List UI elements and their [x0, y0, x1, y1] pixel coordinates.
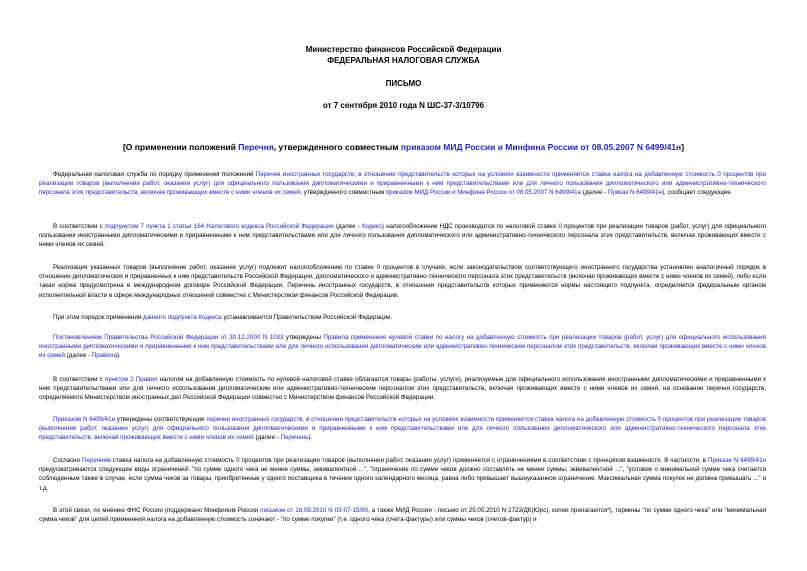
doc-type: ПИСЬМО	[385, 79, 422, 88]
paragraph-4	[39, 313, 766, 322]
title-link-perechen[interactable]: Перечня	[238, 142, 274, 152]
paragraph-text: ).	[308, 434, 313, 442]
paragraph-text: (далее -	[64, 352, 92, 360]
paragraph-text: При этом порядок применения	[53, 314, 143, 321]
paragraph-text: ).	[116, 352, 121, 360]
paragraph-text: В соответствии с	[53, 223, 105, 230]
link-pravila-full[interactable]: Правила применения нулевой ставки по налогу на добавленную стоимость при реализации товаров (работ, услуг) для официального использования иностранными дипломатическими и приравненными к ним представительствами или для личного использования дипломатическим или административно-техническим персоналом этих представительств, включая проживающих вместе с ними членов их семей	[39, 334, 766, 360]
title-text: ]	[681, 142, 685, 152]
paragraph-text: устанавливается Правительством Российской Федерации.	[221, 314, 393, 321]
paragraph-text: (далее -	[253, 434, 281, 442]
link-perechen-short[interactable]: Перечень	[280, 434, 309, 442]
paragraph-text: утверждены соответствующие	[115, 416, 207, 423]
doc-date-number: от 7 сентября 2010 года N ШС-37-3/10796	[322, 101, 485, 110]
paragraph-text: предусматриваются следующие виды ограничений: "по сумме одного чека не менее суммы, эквивалентной ...", "ограничение по сумме чеков должно составлять не менее суммы, эквивалентной ...", "условие о минимальной сумме чека считается соблюденным также в случае, если сумма чеков за товары, приобретенные у одного поставщика в течение одного календарного месяца, равна либо превышает вышеуказанное ограничение. Максимальная сумма покупок не должна превышать ..." и т.д.	[39, 466, 766, 492]
title-text: , утвержденного совместным	[273, 142, 401, 152]
paragraph-5	[39, 333, 766, 361]
paragraph-text: (далее -	[581, 189, 608, 197]
ministry-name: Министерство финансов Российской Федерации	[305, 45, 502, 54]
link-perechnyam[interactable]: Перечням	[82, 457, 111, 464]
paragraph-6	[39, 375, 766, 403]
paragraph-text: , а также МИД России - письмо от 25.05.2010 N 2723/ДК(Юрс), копии прилагаются*), термины "по сумме одного чека" или "минимальная сумма чеков" для целей применения налога на добавленную стоимость означают - "по сумме покупки" (т.е. одного чека (счета-фактуры) или суммы чеков (счетов-фактур) и	[39, 507, 766, 524]
paragraph-text: (далее -	[333, 223, 363, 230]
paragraph-text: утверждены	[283, 334, 324, 341]
link-pismo-minfin[interactable]: письмом от 18.08.2010 N 03-07-15/80	[260, 507, 369, 514]
paragraph-text: ) налогообложение НДС производится по налоговой ставке 0 процентов при реализации товаров (работ, услуг) для официального пользования иностранными дипломатическими и приравненными к ним представительствами или для личного пользования дипломатического или административно-технического персонала этих представительств, включая проживающих вместе с ними членов их семей.	[39, 223, 767, 249]
paragraph-3	[39, 263, 766, 300]
link-punkt-2-pravil[interactable]: пунктом 2 Правил	[104, 376, 158, 383]
paragraph-1	[39, 170, 766, 198]
link-podpunkt-kodeksa[interactable]: данного подпункта Кодекса	[143, 314, 222, 321]
paragraph-text: , утвержденного совместным	[300, 189, 386, 197]
link-pravila[interactable]: Правила	[91, 352, 117, 360]
paragraph-9	[39, 506, 766, 524]
paragraph-text: Реализация указанных товаров (выполнение работ, оказание услуг) подлежит налогообложению по ставке 0 процентов в случаях, если законодательством соответствующего иностранного государства установлен аналогичный порядок в отношении дипломатических и приравненных к ним представительств Российской Федерации, дипломатического и административно-технического персонала этих представительств (включая проживающих вместе с ними членов их семей), либо если такая норма предусмотрена в международном договоре Российской Федерации. Перечень иностранных государств, в отношении представительств которых применяются нормы настоящего подпункта, определяется федеральным органом исполнительной власти в сфере международных отношений совместно с Министерством финансов Российской Федерации.	[39, 264, 766, 299]
paragraph-text: В этой связи, по мнению ФНС России (поддержано Минфином России	[53, 507, 261, 514]
link-prikaz-short[interactable]: Приказ N 6499/41н	[607, 189, 662, 197]
paragraph-text: Согласно	[53, 457, 82, 464]
title-text: [О применении положений	[122, 142, 239, 152]
service-name: ФЕДЕРАЛЬНАЯ НАЛОГОВАЯ СЛУЖБА	[327, 56, 480, 65]
document-title	[0, 142, 807, 153]
paragraph-text: налогом на добавленную стоимость по нулевой налоговой ставке облагаются товары (работы, услуги), реализуемые для официального использования иностранными дипломатическими и приравненными к ним представительствами или для личного использования дипломатическим или административно-техническим персоналом этих представительств, включая проживающих вместе с ними членов их семей, на основании перечня государств, определяемого Министерством иностранных дел Российской Федерации совместно с Министерством финансов Российской Федерации.	[39, 376, 766, 402]
paragraph-7	[39, 415, 766, 443]
link-prikaz-6499-b[interactable]: Приказе N 6499/41н	[708, 457, 766, 464]
paragraph-text: Федеральная налоговая служба по порядку применения положений	[53, 171, 256, 178]
link-perechni[interactable]: перечни иностранных государств, в отношении представительств которых на условиях взаимности применяется ставка налога на добавленную стоимость 0 процентов при реализации товаров (выполнении работ, оказании услуг) для официального пользования дипломатическими и приравненными к ним представительствами или для личного пользования дипломатического или административно-технического персонала этих представительств, включая проживающих вместе с ними членов их семей	[39, 416, 766, 442]
link-prikaz[interactable]: приказом МИД России и Минфина России от 08.05.2007 N 6499/41н	[385, 189, 582, 197]
paragraph-text: ставка налога на добавленную стоимость 0 процентов при реализации товаров (выполнении работ, оказании услуг) применяется с ограничениями в соответствии с принципом взаимности. В частности, в	[110, 457, 709, 464]
link-perechen[interactable]: Перечня иностранных государств, в отношении представительств которых на условиях взаимности применяется ставка налога на добавленную стоимость 0 процентов при реализации товаров (выполнении работ, оказании услуг) для официального пользования дипломатическими и приравненными к ним представительствами или для личного пользования дипломатического или административно-технического персонала этих представительств, включая проживающих вместе с ними членов их семей	[39, 171, 766, 197]
link-nk-article-164[interactable]: подпунктом 7 пункта 1 статьи 164 Налогового кодекса Российской Федерации	[104, 223, 334, 230]
paragraph-text: В соответствии с	[53, 376, 105, 383]
title-link-prikaz[interactable]: приказом МИД России и Минфина России от 08.05.2007 N 6499/41н	[400, 142, 682, 152]
link-kodeks[interactable]: Кодекс	[362, 223, 382, 230]
link-postanovlenie-1033[interactable]: Постановлением Правительства Российской Федерации от 30.12.2000 N 1033	[53, 334, 284, 341]
link-prikaz-6499[interactable]: Приказом N 6499/41н	[53, 416, 115, 423]
paragraph-text: ), сообщает следующее.	[661, 189, 733, 197]
paragraph-8	[39, 456, 766, 493]
paragraph-2	[39, 222, 766, 250]
